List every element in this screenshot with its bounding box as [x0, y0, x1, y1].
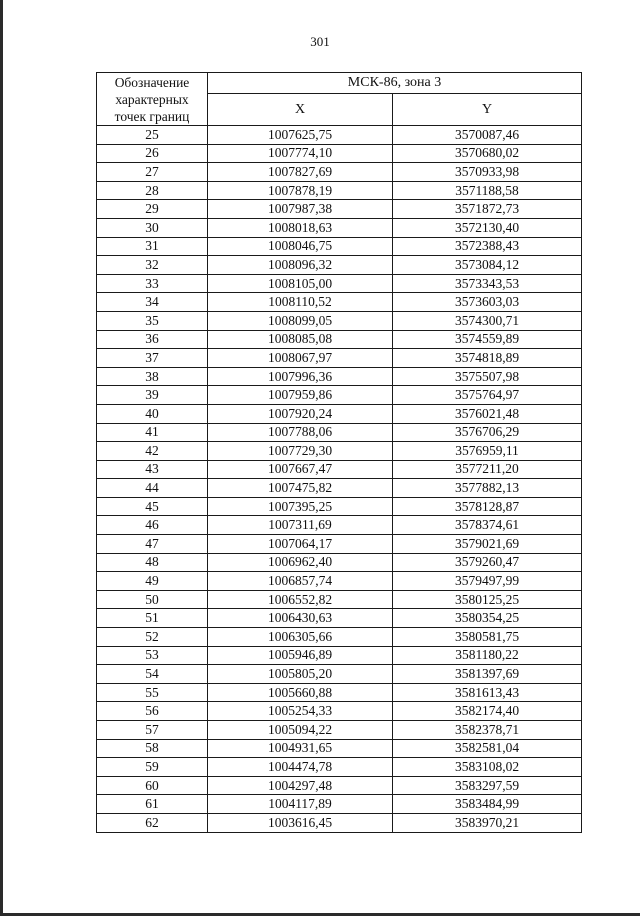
x-coordinate-cell: 1008018,63 — [208, 218, 393, 237]
point-number-cell: 51 — [97, 609, 208, 628]
y-coordinate-cell: 3577882,13 — [393, 479, 582, 498]
y-coordinate-cell: 3581397,69 — [393, 665, 582, 684]
point-number-cell: 42 — [97, 442, 208, 461]
scan-edge-left — [0, 0, 3, 916]
x-coordinate-cell: 1007987,38 — [208, 200, 393, 219]
table-row — [97, 646, 582, 665]
point-number-cell: 56 — [97, 702, 208, 721]
table-row — [97, 181, 582, 200]
point-number-cell: 26 — [97, 144, 208, 163]
table-row — [97, 813, 582, 832]
y-coordinate-cell: 3580581,75 — [393, 628, 582, 647]
point-number-cell: 62 — [97, 813, 208, 832]
x-coordinate-cell: 1007788,06 — [208, 423, 393, 442]
x-coordinate-cell: 1004117,89 — [208, 795, 393, 814]
x-coordinate-cell: 1007996,36 — [208, 367, 393, 386]
x-coordinate-cell: 1003616,45 — [208, 813, 393, 832]
x-coordinate-cell: 1006857,74 — [208, 572, 393, 591]
table-row — [97, 721, 582, 740]
table-row — [97, 795, 582, 814]
table-row — [97, 163, 582, 182]
point-number-cell: 60 — [97, 776, 208, 795]
x-coordinate-cell: 1007667,47 — [208, 460, 393, 479]
y-coordinate-cell: 3573603,03 — [393, 293, 582, 312]
x-column-header: X — [208, 94, 393, 126]
y-coordinate-cell: 3574300,71 — [393, 311, 582, 330]
y-coordinate-cell: 3572388,43 — [393, 237, 582, 256]
x-coordinate-cell: 1007959,86 — [208, 386, 393, 405]
y-coordinate-cell: 3582378,71 — [393, 721, 582, 740]
table-row — [97, 367, 582, 386]
y-coordinate-cell: 3570087,46 — [393, 126, 582, 145]
y-coordinate-cell: 3582174,40 — [393, 702, 582, 721]
point-number-cell: 49 — [97, 572, 208, 591]
point-number-cell: 33 — [97, 274, 208, 293]
y-coordinate-cell: 3579497,99 — [393, 572, 582, 591]
x-coordinate-cell: 1006552,82 — [208, 590, 393, 609]
y-coordinate-cell: 3583108,02 — [393, 758, 582, 777]
x-coordinate-cell: 1006962,40 — [208, 553, 393, 572]
point-number-cell: 59 — [97, 758, 208, 777]
coordinates-table — [96, 72, 582, 833]
table-row — [97, 609, 582, 628]
x-coordinate-cell: 1005660,88 — [208, 683, 393, 702]
point-number-cell: 57 — [97, 721, 208, 740]
point-header-line3: точек границ — [114, 109, 190, 124]
table-row — [97, 274, 582, 293]
y-coordinate-cell: 3571188,58 — [393, 181, 582, 200]
point-number-cell: 37 — [97, 349, 208, 368]
y-coordinate-cell: 3578128,87 — [393, 497, 582, 516]
point-number-cell: 25 — [97, 126, 208, 145]
point-number-cell: 58 — [97, 739, 208, 758]
table-row — [97, 126, 582, 145]
x-coordinate-cell: 1006430,63 — [208, 609, 393, 628]
y-coordinate-cell: 3570680,02 — [393, 144, 582, 163]
y-coordinate-cell: 3576021,48 — [393, 404, 582, 423]
point-number-cell: 43 — [97, 460, 208, 479]
x-coordinate-cell: 1008067,97 — [208, 349, 393, 368]
x-coordinate-cell: 1008085,08 — [208, 330, 393, 349]
y-coordinate-cell: 3573084,12 — [393, 256, 582, 275]
y-coordinate-cell: 3581180,22 — [393, 646, 582, 665]
y-coordinate-cell: 3575507,98 — [393, 367, 582, 386]
x-coordinate-cell: 1005254,33 — [208, 702, 393, 721]
table-row — [97, 758, 582, 777]
point-number-cell: 53 — [97, 646, 208, 665]
x-coordinate-cell: 1007878,19 — [208, 181, 393, 200]
table-row — [97, 237, 582, 256]
y-coordinate-cell: 3582581,04 — [393, 739, 582, 758]
x-coordinate-cell: 1006305,66 — [208, 628, 393, 647]
y-coordinate-cell: 3583970,21 — [393, 813, 582, 832]
point-number-cell: 35 — [97, 311, 208, 330]
table-row — [97, 665, 582, 684]
table-row — [97, 423, 582, 442]
point-number-cell: 29 — [97, 200, 208, 219]
x-coordinate-cell: 1004297,48 — [208, 776, 393, 795]
table-row — [97, 218, 582, 237]
point-number-cell: 34 — [97, 293, 208, 312]
point-header-line1: Обозначение — [114, 75, 190, 90]
x-coordinate-cell: 1005946,89 — [208, 646, 393, 665]
y-coordinate-cell: 3581613,43 — [393, 683, 582, 702]
x-coordinate-cell: 1007475,82 — [208, 479, 393, 498]
x-coordinate-cell: 1007774,10 — [208, 144, 393, 163]
table-row — [97, 460, 582, 479]
x-coordinate-cell: 1007311,69 — [208, 516, 393, 535]
y-coordinate-cell: 3578374,61 — [393, 516, 582, 535]
x-coordinate-cell: 1004931,65 — [208, 739, 393, 758]
table-row — [97, 553, 582, 572]
point-designation-header — [97, 73, 208, 126]
y-coordinate-cell: 3574559,89 — [393, 330, 582, 349]
point-number-cell: 45 — [97, 497, 208, 516]
point-header-line2: характерных — [115, 92, 189, 107]
point-number-cell: 46 — [97, 516, 208, 535]
table-row — [97, 442, 582, 461]
table-row — [97, 311, 582, 330]
table-row — [97, 683, 582, 702]
x-coordinate-cell: 1005805,20 — [208, 665, 393, 684]
x-coordinate-cell: 1008105,00 — [208, 274, 393, 293]
table-row — [97, 739, 582, 758]
table-row — [97, 200, 582, 219]
y-coordinate-cell: 3577211,20 — [393, 460, 582, 479]
y-coordinate-cell: 3583297,59 — [393, 776, 582, 795]
y-column-header: Y — [393, 94, 582, 126]
table-row — [97, 479, 582, 498]
x-coordinate-cell: 1007395,25 — [208, 497, 393, 516]
y-coordinate-cell: 3570933,98 — [393, 163, 582, 182]
y-coordinate-cell: 3576706,29 — [393, 423, 582, 442]
point-number-cell: 39 — [97, 386, 208, 405]
table-row — [97, 572, 582, 591]
point-number-cell: 54 — [97, 665, 208, 684]
point-number-cell: 55 — [97, 683, 208, 702]
x-coordinate-cell: 1007920,24 — [208, 404, 393, 423]
table-row — [97, 702, 582, 721]
point-number-cell: 52 — [97, 628, 208, 647]
table-row — [97, 330, 582, 349]
y-coordinate-cell: 3573343,53 — [393, 274, 582, 293]
x-coordinate-cell: 1007827,69 — [208, 163, 393, 182]
point-number-cell: 47 — [97, 535, 208, 554]
table-row — [97, 404, 582, 423]
x-coordinate-cell: 1007729,30 — [208, 442, 393, 461]
table-row — [97, 628, 582, 647]
table-row — [97, 256, 582, 275]
x-coordinate-cell: 1007064,17 — [208, 535, 393, 554]
point-number-cell: 31 — [97, 237, 208, 256]
x-coordinate-cell: 1007625,75 — [208, 126, 393, 145]
y-coordinate-cell: 3580125,25 — [393, 590, 582, 609]
table-row — [97, 293, 582, 312]
x-coordinate-cell: 1008099,05 — [208, 311, 393, 330]
point-number-cell: 36 — [97, 330, 208, 349]
point-number-cell: 38 — [97, 367, 208, 386]
point-number-cell: 61 — [97, 795, 208, 814]
y-coordinate-cell: 3583484,99 — [393, 795, 582, 814]
point-number-cell: 40 — [97, 404, 208, 423]
page-number: 301 — [310, 34, 330, 49]
x-coordinate-cell: 1005094,22 — [208, 721, 393, 740]
x-coordinate-cell: 1008110,52 — [208, 293, 393, 312]
point-number-cell: 48 — [97, 553, 208, 572]
table-row — [97, 349, 582, 368]
y-coordinate-cell: 3576959,11 — [393, 442, 582, 461]
table-row — [97, 144, 582, 163]
point-number-cell: 44 — [97, 479, 208, 498]
x-coordinate-cell: 1008046,75 — [208, 237, 393, 256]
point-number-cell: 41 — [97, 423, 208, 442]
y-coordinate-cell: 3579021,69 — [393, 535, 582, 554]
x-coordinate-cell: 1004474,78 — [208, 758, 393, 777]
y-coordinate-cell: 3575764,97 — [393, 386, 582, 405]
x-coordinate-cell: 1008096,32 — [208, 256, 393, 275]
y-coordinate-cell: 3579260,47 — [393, 553, 582, 572]
table-row — [97, 386, 582, 405]
y-coordinate-cell: 3571872,73 — [393, 200, 582, 219]
point-number-cell: 27 — [97, 163, 208, 182]
y-coordinate-cell: 3572130,40 — [393, 218, 582, 237]
coordinate-system-header: МСК-86, зона 3 — [208, 73, 582, 94]
point-number-cell: 50 — [97, 590, 208, 609]
table-row — [97, 590, 582, 609]
table-row — [97, 497, 582, 516]
point-number-cell: 28 — [97, 181, 208, 200]
y-coordinate-cell: 3574818,89 — [393, 349, 582, 368]
coordinate-rows — [97, 126, 582, 833]
y-coordinate-cell: 3580354,25 — [393, 609, 582, 628]
point-number-cell: 30 — [97, 218, 208, 237]
table-row — [97, 516, 582, 535]
table-row — [97, 535, 582, 554]
table-row — [97, 776, 582, 795]
point-number-cell: 32 — [97, 256, 208, 275]
